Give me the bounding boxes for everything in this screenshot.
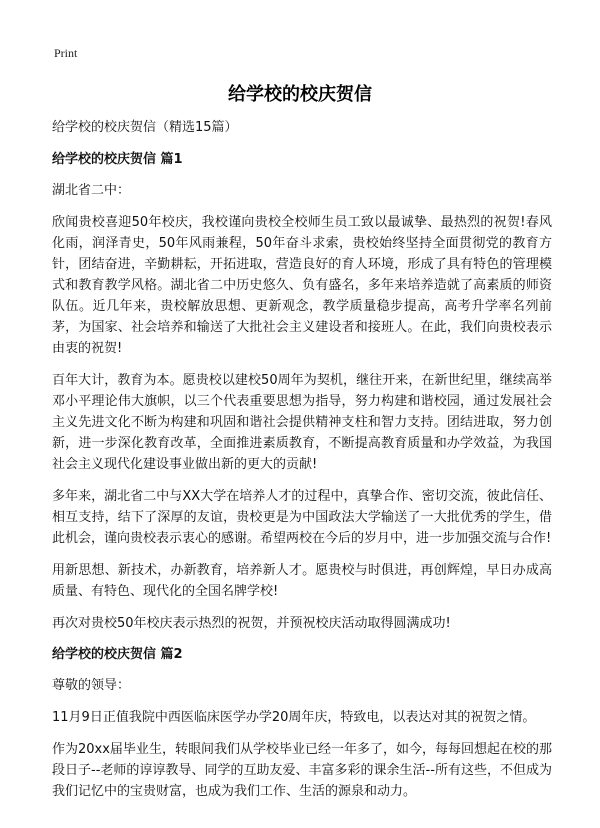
paragraph: 百年大计，教育为本。愿贵校以建校50周年为契机，继往开来，在新世纪里，继续高举邓小平理论伟大旗帜，以三个代表重要思想为指导，努力构建和谐校园，通过发展社会主义先进文化不断为构建和巩固和谐社会提供精神支柱和智力支持。团结进取，努力创新，进一步深化教育改革，全面推进素质教育，不断提高教育质量和办学效益，为我国社会主义现代化建设事业做出新的更大的贡献! — [52, 373, 552, 472]
section-heading-2: 给学校的校庆贺信 篇2 — [52, 647, 183, 662]
page-title: 给学校的校庆贺信 — [228, 84, 372, 105]
salutation-1: 湖北省二中： — [52, 183, 131, 198]
paragraph: 再次对贵校50年校庆表示热烈的祝贺，并预祝校庆活动取得圆满成功! — [52, 616, 451, 631]
paragraph: 作为20xx届毕业生，转眼间我们从学校毕业已经一年多了，如今，每每回想起在校的那段日子--老师的谆谆教导、同学的互助友爱、丰富多彩的课余生活--所有这些，不但成为我们记忆中的宝贵财富，也成为我们工作、生活的源泉和动力。 — [52, 742, 552, 799]
document-content — [52, 118, 552, 813]
paragraph: 11月9日正值我院中西医临床医学办学20周年庆，特致电，以表达对其的祝贺之情。 — [52, 710, 536, 725]
paragraph: 多年来，湖北省二中与XX大学在培养人才的过程中，真挚合作、密切交流，彼此信任、相互支持，结下了深厚的友谊，贵校更是为中国政法大学输送了一大批优秀的学生，借此机会，谨向贵校表示衷心的感谢。希望两校在今后的岁月中，进一步加强交流与合作! — [52, 489, 552, 546]
paragraph: 用新思想、新技术，办新教育，培养新人才。愿贵校与时俱进，再创辉煌，早日办成高质量、有特色、现代化的全国名牌学校! — [52, 563, 552, 599]
print-label: Print — [54, 46, 78, 60]
paragraph: 欣闻贵校喜迎50年校庆，我校谨向贵校全校师生员工致以最诚挚、最热烈的祝贺!春风化雨，润泽青史，50年风雨兼程，50年奋斗求索，贵校始终坚持全面贯彻党的教育方针，团结奋进，辛勤耕耘，开拓进取，营造良好的育人环境，形成了具有特色的管理模式和教育教学风格。湖北省二中历史悠久、负有盛名，多年来培养造就了高素质的师资队伍。近几年来，贵校解放思想、更新观念，教学质量稳步提高，高考升学率名列前茅，为国家、社会培养和输送了大批社会主义建设者和接班人。在此，我们向贵校表示由衷的祝贺! — [52, 215, 552, 356]
document-subtitle: 给学校的校庆贺信（精选15篇） — [52, 120, 238, 135]
section-heading-1: 给学校的校庆贺信 篇1 — [52, 152, 183, 167]
salutation-2: 尊敬的领导： — [52, 678, 131, 693]
